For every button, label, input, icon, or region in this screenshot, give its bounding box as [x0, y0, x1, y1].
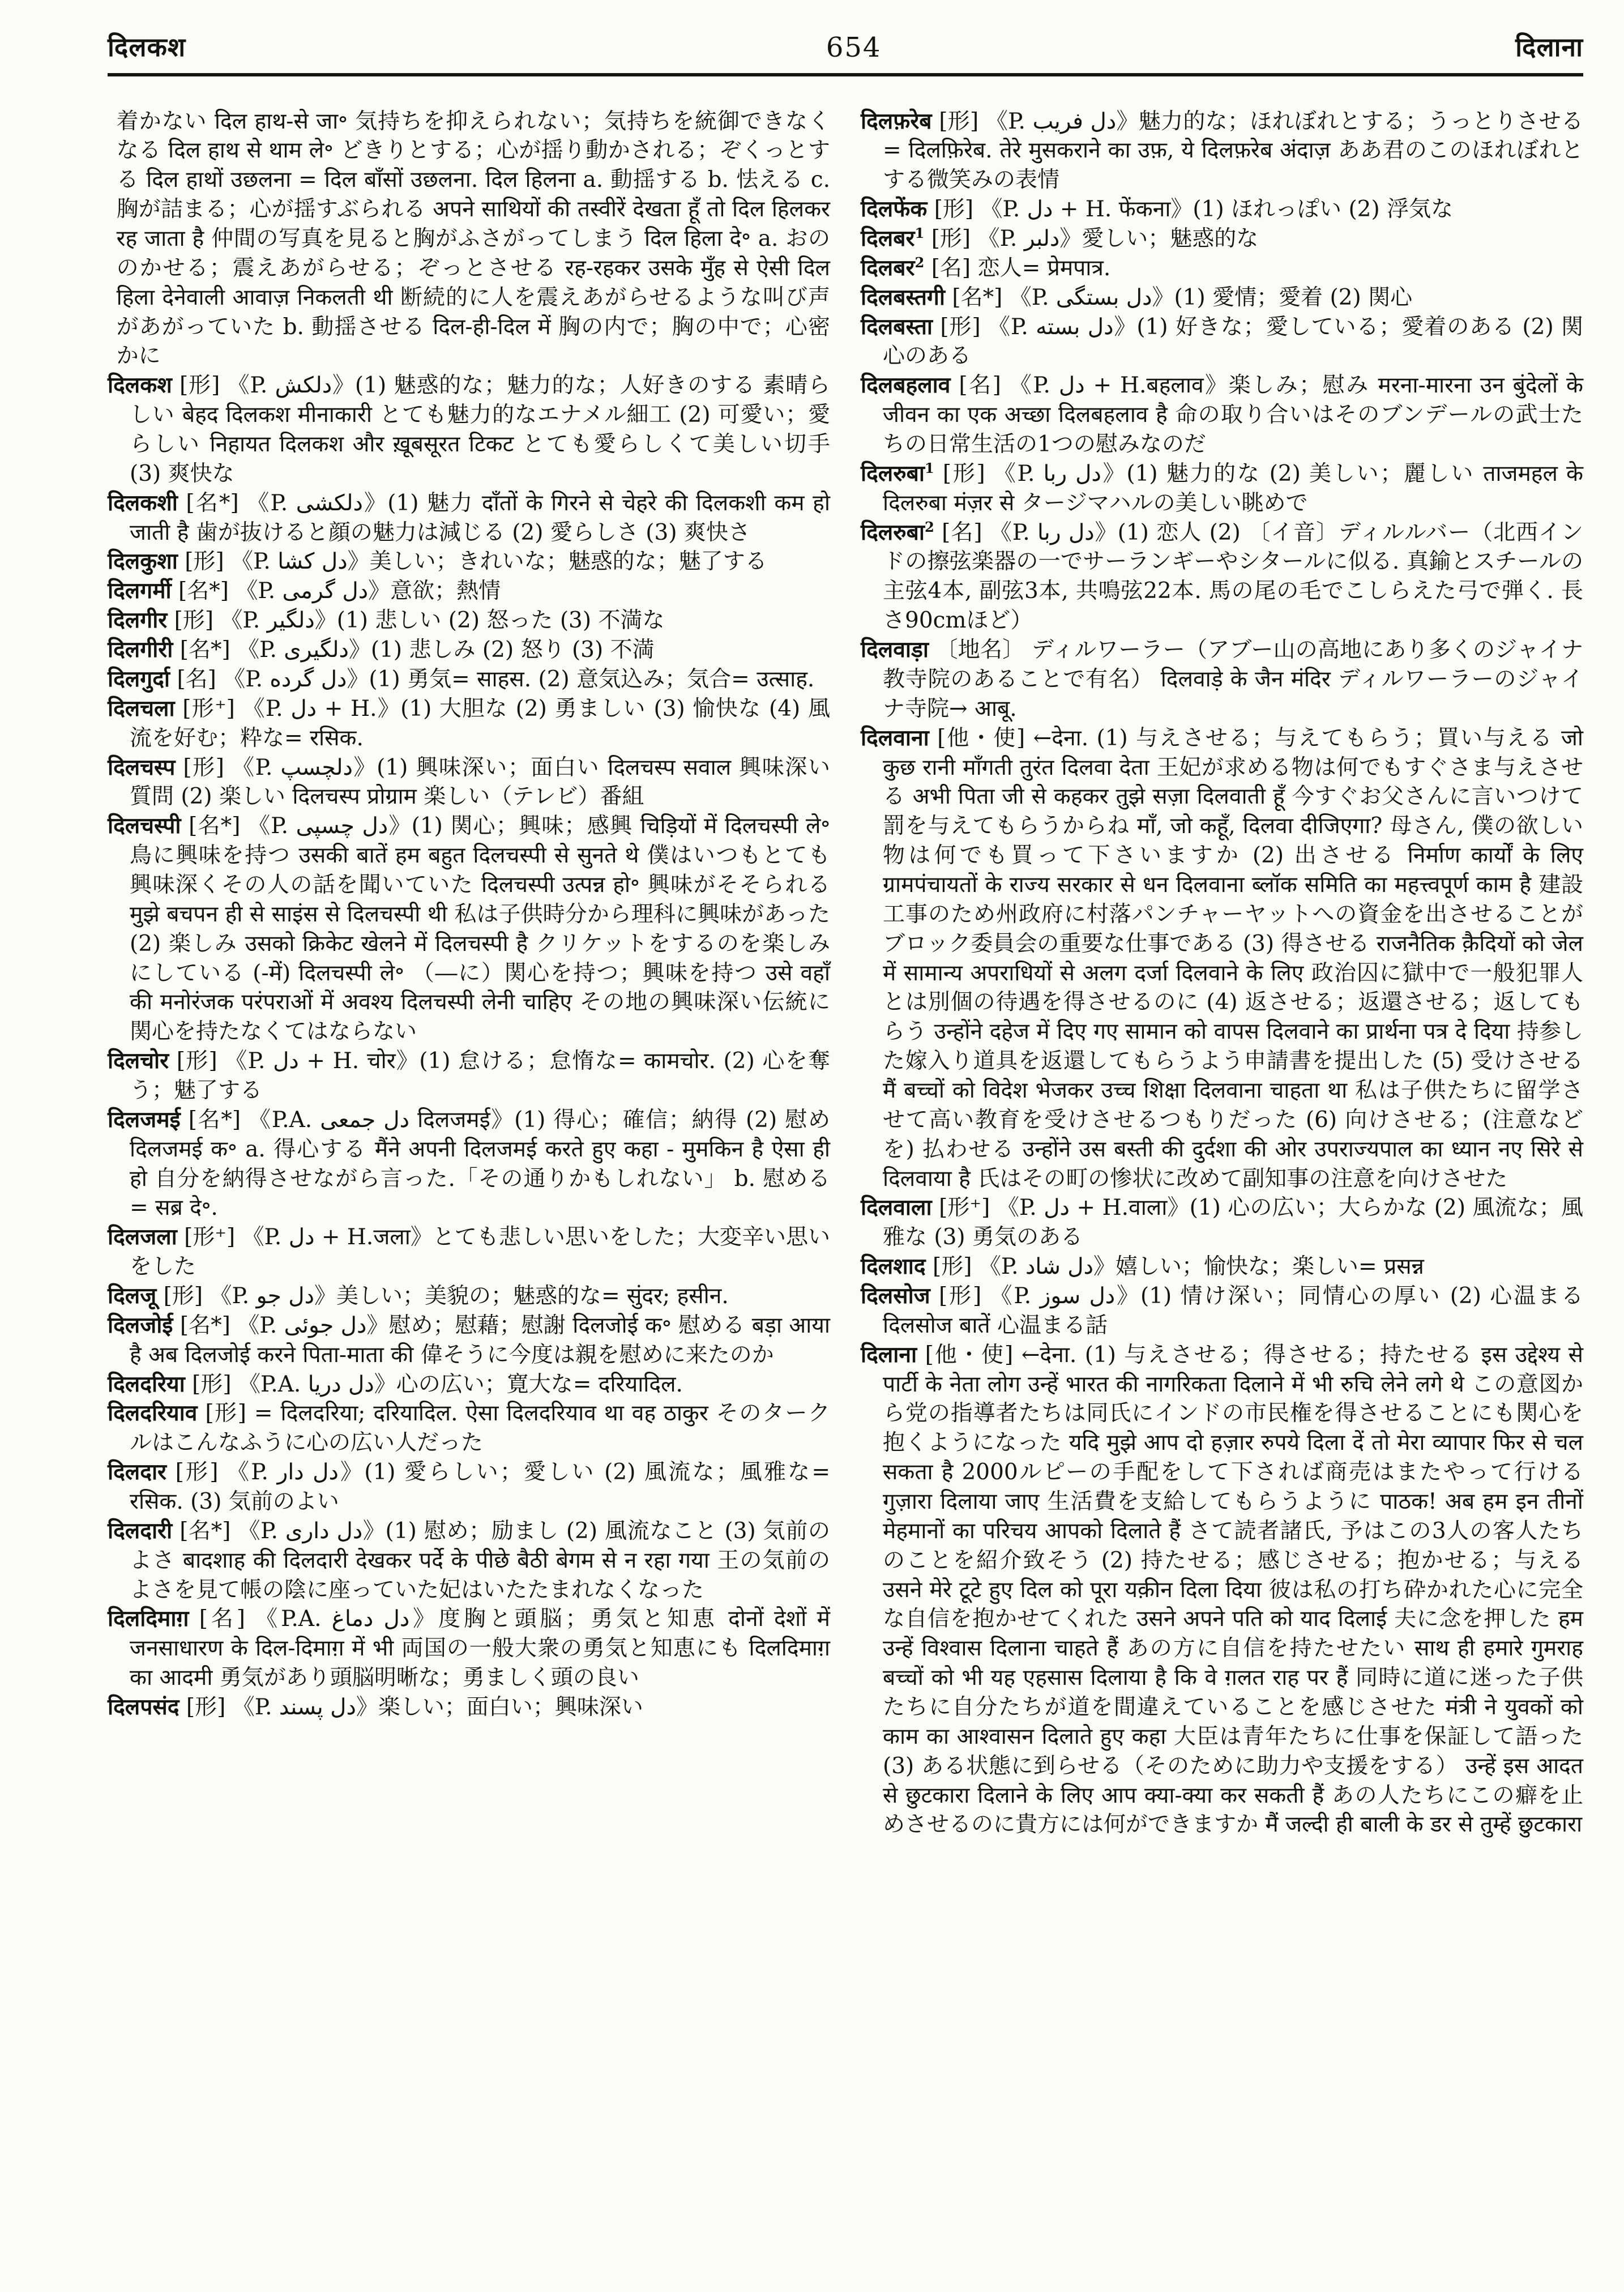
entry-headword: दिलबस्तगी: [861, 284, 945, 310]
dictionary-entry: [108, 1311, 830, 1370]
dictionary-entry: [108, 107, 830, 372]
entry-headword: दिलफ़रेब: [861, 108, 932, 134]
entry-body-text: = दिलदरिया; दरियादिल. ऐसा दिलदरियाव था वह ठाकुर そのタークルはこんなふうに心の広い人だった: [130, 1401, 831, 1456]
entry-headword: दिलरुबा: [861, 519, 925, 545]
dictionary-entry: [108, 1106, 830, 1223]
entry-headword: दिलफेंक: [861, 196, 928, 223]
dictionary-entry: [861, 518, 1583, 635]
entry-headword: दिलरुबा: [861, 460, 925, 486]
entry-pos-label: [形]: [183, 754, 225, 780]
dictionary-entry: [108, 606, 830, 635]
dictionary-entry: [108, 489, 830, 548]
dictionary-entry: [861, 107, 1583, 195]
entry-headword: दिलगीरी: [108, 637, 173, 663]
entry-headword: दिलदार: [108, 1459, 167, 1486]
entry-pos-label: [形]: [934, 197, 974, 223]
entry-body-text: 《P. دل + H. फेंकना》(1) ほれっぽい (2) 浮気な: [980, 197, 1454, 223]
dictionary-entry: [861, 283, 1583, 313]
entry-headword: दिलगर्मी: [108, 578, 172, 604]
entry-pos-label: [形]: [185, 549, 224, 575]
dictionary-entry: [108, 1047, 830, 1106]
entry-headword: दिलगीर: [108, 607, 168, 634]
entry-body-text: 《P. دل + H.जला》とても悲しい思いをした；大変辛い思いをした: [130, 1224, 830, 1280]
dictionary-entry: [108, 1458, 830, 1517]
entry-body-text: 《P.A. دل جمعی दिलजमई》(1) 得心；確信；納得 (2) 慰め दिलजमई क॰ a. 得心する मैंने अपनी दिलजमई करते हुए कहा - मुमकिन है ऐसा ही हो 自分を納得させながら言った.「その通りかもしれない」 b. 慰める= सब्र दे॰.: [130, 1107, 830, 1221]
entry-pos-label: [名*]: [189, 813, 241, 839]
entry-headword: दिलचस्पी: [108, 813, 181, 839]
entry-headword-superscript: 2: [924, 518, 934, 535]
entry-headword: दिलजला: [108, 1224, 177, 1250]
entry-pos-label: [名*]: [186, 490, 239, 516]
entry-body-text: 《P.A. دل دریا》心の広い；寛大な= दरियादिल.: [238, 1371, 683, 1397]
dictionary-entry: [108, 577, 830, 606]
dictionary-entry: [108, 635, 830, 665]
entry-body-text: 《P. دل + H. चोर》(1) 怠ける；怠惰な= कामचोर. (2) 心を奪う；魅了する: [130, 1048, 830, 1103]
entry-pos-label: [形]: [175, 1459, 219, 1486]
entry-pos-label: [形]: [931, 226, 971, 252]
entry-headword: दिलवाड़ा: [861, 637, 929, 663]
entry-body-text: ←देना. (1) 与えさせる；得させる；持たせる इस उद्देश्य से पार्टी के नेता लोग उन्हें भारत की नागरिकता दिलाने में भी रुचि लेने लगे थे この意図から党の指導者たちは同氏にインドの市民権を得させることにも関心を抱くようになった यदि मुझे आप दो हज़ार रुपये दिला दें तो मेरा व्यापार फिर से चल सकता है 2000ルピーの手配をして下されば商売はまたやって行ける गुज़ारा दिलाया जाए 生活費を支給してもらうように पाठक! अब हम इन तीनों मेहमानों का परिचय आपको दिलाते हैं さて読者諸氏, 予はこの3人の客人たちのことを紹介致そう (2) 持たせる；感じさせる；抱かせる；与える उसने मेरे टूटे हुए दिल को पूरा यक़ीन दिला दिया 彼は私の打ち砕かれた心に完全な自信を抱かせてくれた उसने अपने पति को याद दिलाई 夫に念を押した हम उन्हें विश्वास दिलाना चाहते हैं あの方に自信を持たせたい साथ ही हमारे गुमराह बच्चों को भी यह एहसास दिलाया है कि वे ग़लत राह पर हैं 同時に道に迷った子供たちに自分たちが道を間違えていることを感じさせた मंत्री ने युवकों को काम का आश्वासन दिलाते हुए कहा 大臣は青年たちに仕事を保証して語った (3) ある状態に到らせる（そのために助力や支援をする） उन्हें इस आदत से छुटकारा दिलाने के लिए आप क्या-क्या कर सकती हैं あの人たちにこの癖を止めさせるのに貴方には何ができますか मैं जल्दी ही बाली के डर से तुम्हें छुटकारा: [883, 1342, 1583, 1838]
entry-pos-label: [名*]: [180, 637, 230, 663]
entry-headword: दिलदरिया: [108, 1371, 185, 1397]
entry-body-text: 《P. دل + H.बहलाव》楽しみ；慰み मरना-मारना उन बुंदेलों के जीवन का एक अच्छा दिलबहलाव है 命の取り合いはそのブンデールの武士たちの日常生活の1つの慰みなのだ: [883, 373, 1584, 458]
entry-headword-superscript: 1: [924, 459, 934, 476]
entry-headword: दिलकश: [108, 372, 172, 399]
entry-headword: दिलदरियाव: [108, 1400, 198, 1427]
header-rule: [108, 73, 1583, 76]
entry-pos-label: [名]: [931, 255, 971, 281]
entry-pos-label: [形]: [933, 1254, 972, 1280]
dictionary-entry: [861, 459, 1583, 518]
entry-headword: दिलवाना: [861, 724, 929, 751]
entry-headword: दिलबस्ता: [861, 313, 933, 340]
dictionary-entry: [108, 1693, 830, 1722]
dictionary-entry: [861, 224, 1583, 254]
entry-body-text: 《P. دل گرمی》意欲；熱情: [236, 578, 501, 604]
entry-body-text: 《P. دلکشی》(1) 魅力 दाँतों के गिरने से चेहरे की दिलकशी कम हो जाती है 歯が抜けると顔の魅力は減じる (2) 愛らしさ (3) 爽快さ: [130, 490, 830, 545]
dictionary-entry: [861, 254, 1583, 283]
entry-headword: दिलदारी: [108, 1517, 173, 1544]
entry-pos-label: [名]: [177, 666, 216, 692]
entry-pos-label: [形]: [176, 1048, 217, 1074]
entry-body-text: 《P.A. دل دماغ》度胸と頭脳；勇気と知恵 दोनों देशों में जनसाधारण के दिल-दिमाग़ में भी 両国の一般大衆の勇気と知恵にも दिलदिमाग़ का आदमी 勇気があり頭脳明晰な；勇ましく頭の良い: [130, 1606, 830, 1691]
entry-body-text: 《P. دل جوئی》慰め；慰藉；慰謝 दिलजोई क॰ 慰める बड़ा आया है अब दिलजोई करने पिता-माता की 偉そうに今度は親を慰めに来たのか: [130, 1312, 831, 1368]
entry-headword: दिलजोई: [108, 1312, 173, 1338]
entry-headword: दिलचोर: [108, 1048, 169, 1074]
entry-body-text: 《P. دل فریب》魅力的な；ほれぼれとする；うっとりさせる= दिलफ़िरेब. तेरे मुसकराने का उफ़, ये दिलफ़रेब अंदाज़ ああ君のこのほれぼれとする微笑みの表情: [883, 108, 1583, 193]
entry-headword: दिलपसंद: [108, 1694, 180, 1720]
entry-headword: दिलकुशा: [108, 548, 178, 575]
entry-headword: दिलजू: [108, 1282, 157, 1309]
entry-pos-label: [名]: [959, 373, 1001, 399]
entry-body-text: 《P. دل دار》(1) 愛らしい；愛しい (2) 風流な；風雅な= रसिक. (3) 気前のよい: [130, 1459, 830, 1514]
dictionary-entry: [108, 753, 830, 812]
entry-body-text: 《P. دل بسته》(1) 好きな；愛している；愛着のある (2) 関心のある: [883, 314, 1583, 369]
dictionary-entry: [861, 313, 1583, 372]
entry-pos-label: [形]: [186, 1695, 226, 1720]
entry-headword: दिलदिमाग़: [108, 1606, 189, 1632]
entry-body-text: 《P. دل گرده》(1) 勇気= साहस. (2) 意気込み；気合= उत्साह.: [223, 666, 815, 692]
dictionary-entry: [861, 1282, 1583, 1341]
dictionary-entry: [108, 1604, 830, 1693]
dictionary-entry: [108, 1517, 830, 1605]
dictionary-entry: [108, 812, 830, 1047]
dictionary-entry: [108, 547, 830, 577]
entry-body-text: 《P. دل + H.वाला》(1) 心の広い；大らかな (2) 風流な；風雅な (3) 勇気のある: [883, 1195, 1583, 1250]
entry-pos-label: [名*]: [178, 578, 229, 604]
entry-headword: दिलवाला: [861, 1194, 932, 1221]
entry-pos-label: [名*]: [952, 284, 1003, 310]
entry-pos-label: [名]: [942, 519, 982, 545]
entry-body-text: 恋人= प्रेमपात्र.: [977, 255, 1111, 281]
entry-body-text: 《P. دل ربا》(1) 魅力的な (2) 美しい；麗しい ताजमहल के दिलरुबा मंज़र से タージマハルの美しい眺めで: [883, 460, 1583, 516]
running-head-right: दिलाना: [1515, 32, 1583, 62]
entry-body-text: 《P. دلکش》(1) 魅惑的な；魅力的な；人好きのする 素晴らしい बेहद दिलकश मीनाकारी とても魅力的なエナメル細工 (2) 可愛い；愛らしい निहायत दिलकश और ख़ूबसूरत टिकट とても愛らしくて美しい切手 (3) 爽快な: [130, 373, 831, 486]
entry-body-text: 《P. دل کشا》美しい；きれいな；魅惑的な；魅了する: [231, 549, 767, 575]
dictionary-entry: [108, 694, 830, 753]
dictionary-entry: [861, 195, 1583, 224]
entry-pos-label: [形]: [180, 373, 220, 399]
entry-pos-label: [他・使]: [925, 1342, 1014, 1368]
entry-headword: दिलबहलाव: [861, 372, 951, 399]
dictionary-entry: [861, 371, 1583, 459]
entry-headword: दिलचस्प: [108, 754, 176, 780]
entry-pos-label: [名*]: [188, 1107, 241, 1133]
entry-pos-label: [形⁺]: [184, 1224, 236, 1250]
dictionary-entry: [108, 1370, 830, 1399]
entry-pos-label: [形]: [940, 314, 981, 340]
dictionary-entry: [108, 1399, 830, 1458]
entry-body-text: 《P. دلچسپ》(1) 興味深い；面白い दिलचस्प सवाल 興味深い質問 (2) 楽しい दिलचस्प प्रोग्राम 楽しい（テレビ）番組: [130, 754, 831, 810]
entry-body-text: 《P. دل سوز》(1) 情け深い；同情心の厚い (2) 心温まる दिलसोज बातें 心温まる話: [883, 1283, 1584, 1338]
entry-body-text: 《P. دلگیر》(1) 悲しい (2) 怒った (3) 不満な: [220, 608, 665, 634]
entry-pos-label: [形]: [192, 1371, 232, 1397]
entry-pos-label: [形]: [938, 1283, 982, 1309]
entry-headword: दिलबर: [861, 225, 915, 252]
entry-pos-label: [名*]: [180, 1518, 231, 1544]
entry-body-text: 《P. دل شاد》嬉しい；愉快な；楽しい= प्रसन्न: [978, 1254, 1424, 1280]
entry-pos-label: [形]: [174, 608, 214, 634]
entry-body-text: 《P. دل چسپی》(1) 関心；興味；感興 चिड़ियों में दिलचस्पी ले॰ 鳥に興味を持つ उसकी बातें हम बहुत दिलचस्पी से सुनते थे 僕はいつもとても興味深くその人の話を聞いていた दिलचस्पी उत्पन्न हो॰ 興味がそそられる मुझे बचपन ही से साइंस से दिलचस्पी थी 私は子供時分から理科に興味があった (2) 楽しみ उसको क्रिकेट खेलने में दिलचस्पी है クリケットをするのを楽しみにしている (-में) दिलचस्पी ले॰ （―に）関心を持つ；興味を持つ उसे वहाँ की मनोरंजक परंपराओं में अवश्य दिलचस्पी लेनी चाहिए その地の興味深い伝統に関心を持たなくてはならない: [130, 813, 831, 1045]
entry-headword: दिलबर: [861, 254, 915, 281]
entry-headword: दिलजमई: [108, 1106, 181, 1133]
page-number: 654: [826, 32, 882, 63]
entry-headword: दिलगुर्दा: [108, 665, 170, 692]
dictionary-entry: [861, 1193, 1583, 1252]
entry-body-text: 《P. دل پسند》楽しい；面白い；興味深い: [232, 1695, 643, 1720]
entry-pos-label: [形⁺]: [939, 1195, 990, 1221]
entry-body-text: 《P. دل + H.》(1) 大胆な (2) 勇ましい (3) 愉快な (4) 風流を好む；粋な= रसिक.: [130, 695, 830, 751]
entry-pos-label: [形]: [939, 108, 979, 134]
entry-headword: दिलसोज: [861, 1282, 930, 1309]
entry-body-text: 着かない दिल हाथ-से जा॰ 気持ちを抑えられない；気持ちを統御できなくなる दिल हाथ से थाम ले॰ どきりとする；心が揺り動かされる；ぞくっとする दिल हाथों उछलना = दिल बाँसों उछलना. दिल हिलना a. 動揺する b. 怯える c. 胸が詰まる；心が揺すぶられる अपने साथियों की तस्वीरें देखता हूँ तो दिल हिलकर रह जाता है 仲間の写真を見ると胸がふさがってしまう दिल हिला दे॰ a. おののかせる；震えあがらせる；ぞっとさせる रह-रहकर उसके मुँह से ऐसी दिल हिला देनेवाली आवाज़ निकलती थी 断続的に人を震えあがらせるような叫び声があがっていた b. 動揺させる दिल-ही-दिल में 胸の内で；胸の中で；心密かに: [116, 108, 830, 369]
entry-pos-label: [形]: [163, 1283, 203, 1309]
dictionary-entry: [108, 1223, 830, 1282]
entry-pos-label: [名*]: [180, 1312, 230, 1338]
dictionary-entry: [861, 635, 1583, 724]
dictionary-entry: [861, 724, 1583, 1194]
entry-pos-label: 〔地名〕: [935, 637, 1025, 663]
entry-pos-label: [形⁺]: [182, 695, 235, 722]
running-head-left: दिलकश: [108, 32, 186, 62]
entry-pos-label: [形]: [942, 460, 985, 486]
entry-body-text: ←देना. (1) 与えさせる；与えてもらう；買い与える जो कुछ रानी माँगती तुरंत दिलवा देता 王妃が求める物は何でもすぐさま与えさせる अभी पिता जी से कहकर तुझे सज़ा दिलवाती हूँ 今すぐお父さんに言いつけて罰を与えてもらうからね माँ, जो कहूँ, दिलवा दीजिएगा? 母さん, 僕の欲しい物は何でも買って下さいますか (2) 出させる निर्माण कार्यों के लिए ग्रामपंचायतों के राज्य सरकार से धन दिलवाना ब्लॉक समिति का महत्त्वपूर्ण काम है 建設工事のため州政府に村落パンチャーヤットへの資金を出させることがブロック委員会の重要な仕事である (3) 得させる राजनैतिक क़ैदियों को जेल में सामान्य अपराधियों से अलग दर्जा दिलवाने के लिए 政治囚に獄中で一般犯罪人とは別個の待遇を得させるのに (4) 返させる；返還させる；返してもらう उन्होंने दहेज में दिए गए सामान को वापस दिलवाने का प्रार्थना पत्र दे दिया 持参した嫁入り道具を返還してもらうよう申請書を提出した (5) 受けさせる मैं बच्चों को विदेश भेजकर उच्च शिक्षा दिलवाना चाहता था 私は子供たちに留学させて高い教育を受けさせるつもりだった (6) 向けさせる；(注意などを) 払わせる उन्होंने उस बस्ती की दुर्दशा की ओर उपराज्यपाल का ध्यान नए सिरे से दिलवाया है 氏はその町の惨状に改めて副知事の注意を向けさせた: [883, 725, 1583, 1192]
entry-body-text: 《P. دلگیری》(1) 悲しみ (2) 怒り (3) 不満: [237, 637, 655, 663]
entry-headword: दिलकशी: [108, 489, 178, 516]
dictionary-entry: [108, 1282, 830, 1311]
left-column: [108, 107, 830, 1840]
running-header: [108, 33, 1583, 62]
entry-pos-label: [形]: [205, 1401, 246, 1427]
entry-headword-superscript: 1: [914, 225, 925, 242]
entry-body-text: 《P. دل ربا》(1) 恋人 (2) 〔イ音〕ディルルバー（北西インドの擦弦楽器の一でサーランギーやシタールに似る. 真鍮とスチールの主弦4本, 副弦3本, 共鳴弦22本. 馬の尾の毛でこしらえた弓で弾く. 長さ90cmほど）: [883, 519, 1584, 634]
entry-body-text: ディルワーラー（アブー山の高地にあり多くのジャイナ教寺院のあることで有名） दिलवाड़े के जैन मंदिर ディルワーラーのジャイナ寺院→ आबू.: [883, 637, 1583, 722]
entry-headword-superscript: 2: [914, 254, 925, 271]
entry-headword: दिलशाद: [861, 1253, 926, 1280]
entry-headword: दिलचला: [108, 695, 175, 722]
text-columns: [108, 107, 1583, 1840]
entry-body-text: 《P. دل جو》美しい；美貌の；魅惑的な= सुंदर; हसीन.: [210, 1283, 729, 1309]
entry-headword: दिलाना: [861, 1341, 917, 1368]
entry-body-text: 《P. دل داری》(1) 慰め；励まし (2) 風流なこと (3) 気前のよさ बादशाह की दिलदारी देखकर पर्दे के पीछे बैठी बेगम से न रहा गया 王の気前のよさを見て帳の陰に座っていた妃はいたたまれなくなった: [130, 1518, 831, 1603]
dictionary-entry: [861, 1341, 1583, 1840]
entry-pos-label: [名]: [199, 1606, 245, 1632]
dictionary-entry: [108, 371, 830, 488]
entry-pos-label: [他・使]: [937, 725, 1025, 751]
entry-body-text: 《P. دل بستگی》(1) 愛情；愛着 (2) 関心: [1009, 284, 1413, 310]
dictionary-entry: [861, 1252, 1583, 1282]
entry-body-text: 《P. دلبر》愛しい；魅惑的な: [977, 226, 1259, 252]
right-column: [861, 107, 1583, 1840]
dictionary-entry: [108, 665, 830, 694]
